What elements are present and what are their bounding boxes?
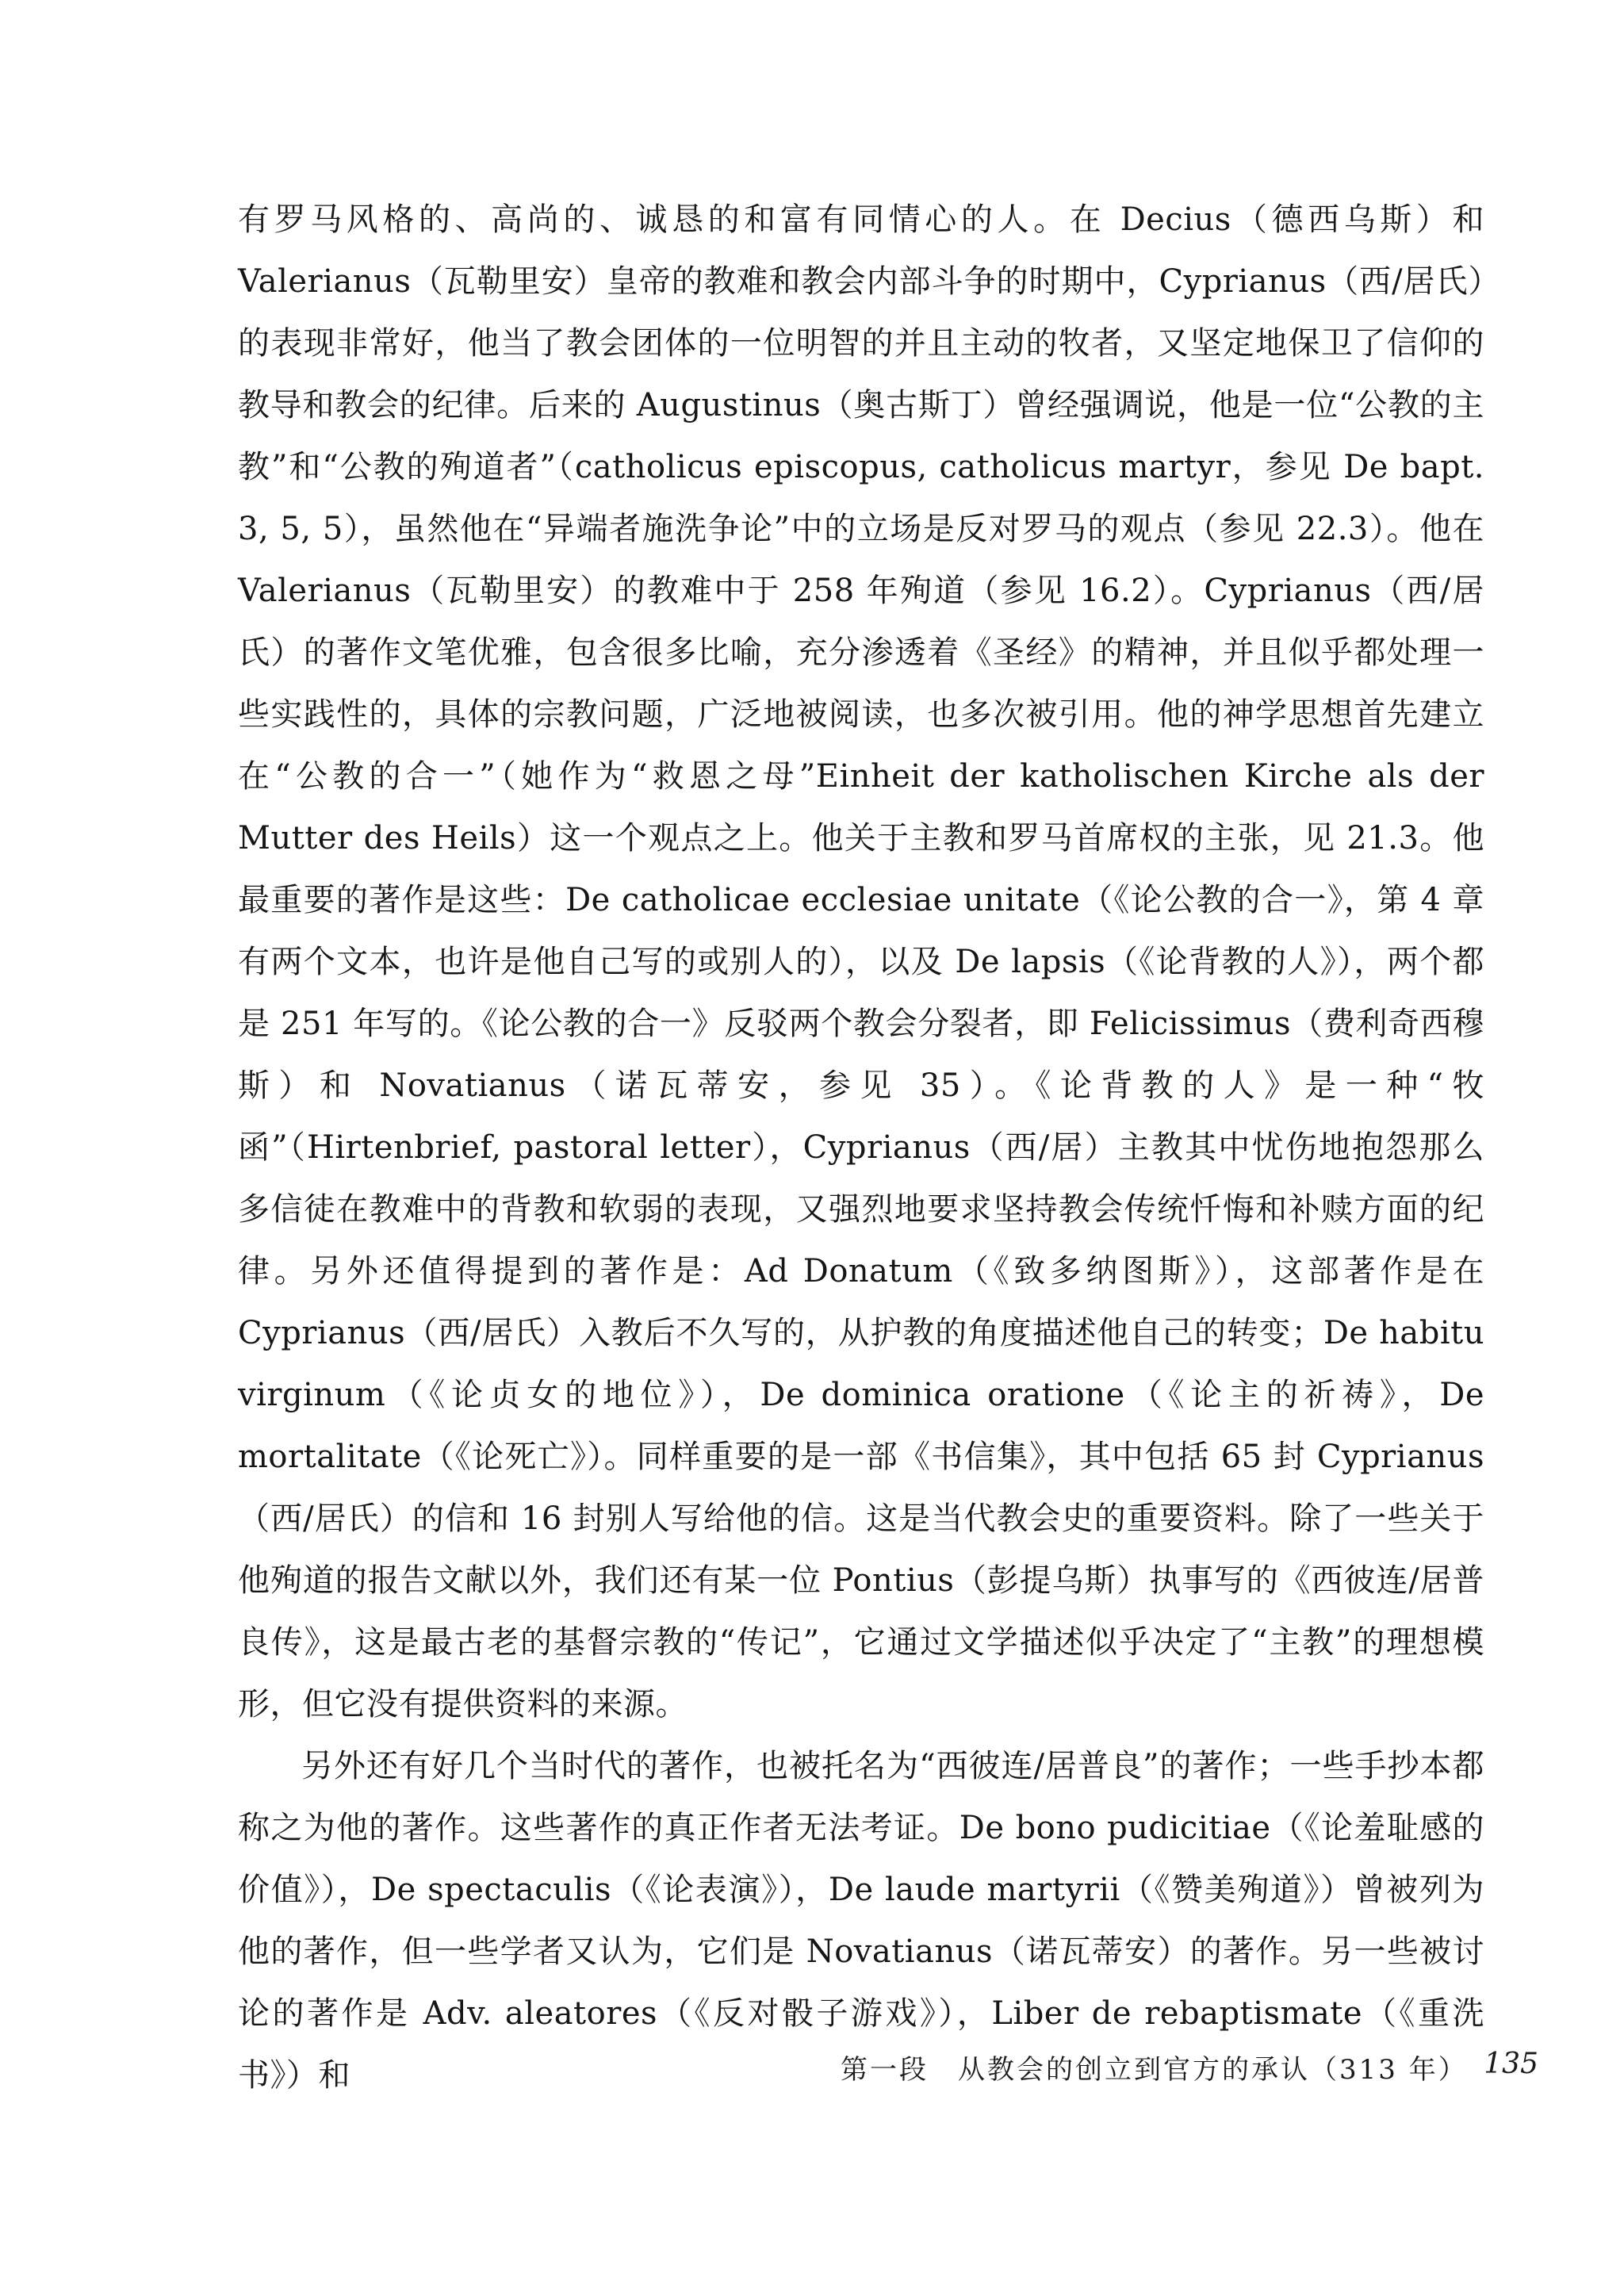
page-footer <box>841 2048 1538 2103</box>
running-footer-title: 第一段 从教会的创立到官方的承认（313 年） <box>841 2054 1468 2086</box>
page-number: 135 <box>1484 2048 1538 2080</box>
paragraph-2: 另外还有好几个当时代的著作，也被托名为“西彼连/居普良”的著作；一些手抄本都称之为他的著作。这些著作的真正作者无法考证。De bono pudicitiae（《论羞耻感的价值》），De spectaculis（《论表演》），De laude martyrii（《赞美殉道》）曾被列为他的著作，但一些学者又认为，它们是 Novatianus（诺瓦蒂安）的著作。另一些被讨论的著作是 Adv. aleatores（《反对骰子游戏》），Liber de rebaptismate（《重洗书》）和 <box>238 1748 1484 2094</box>
body-text <box>238 189 1484 2106</box>
paragraph-1: 有罗马风格的、高尚的、诚恳的和富有同情心的人。在 Decius（德西乌斯）和 Valerianus（瓦勒里安）皇帝的教难和教会内部斗争的时期中，Cyprianus（西/居氏）的表现非常好，他当了教会团体的一位明智的并且主动的牧者，又坚定地保卫了信仰的教导和教会的纪律。后来的 Augustinus（奥古斯丁）曾经强调说，他是一位“公教的主教”和“公教的殉道者”（catholicus episcopus, catholicus martyr，参见 De bapt. 3, 5, 5），虽然他在“异端者施洗争论”中的立场是反对罗马的观点（参见 22.3）。他在 Valerianus（瓦勒里安）的教难中于 258 年殉道（参见 16.2）。Cyprianus（西/居氏）的著作文笔优雅，包含很多比喻，充分渗透着《圣经》的精神，并且似乎都处理一些实践性的，具体的宗教问题，广泛地被阅读，也多次被引用。他的神学思想首先建立在“公教的合一”（她作为“救恩之母”Einheit der katholischen Kirche als der Mutter des Heils）这一个观点之上。他关于主教和罗马首席权的主张，见 21.3。他最重要的著作是这些：De catholicae ecclesiae unitate（《论公教的合一》，第 4 章有两个文本，也许是他自己写的或别人的），以及 De lapsis（《论背教的人》），两个都是 251 年写的。《论公教的合一》反驳两个教会分裂者，即 Felicissimus（费利奇西穆斯）和 Novatianus（诺瓦蒂安，参见 35）。《论背教的人》是一种“牧函”（Hirtenbrief, pastoral letter），Cyprianus（西/居）主教其中忧伤地抱怨那么多信徒在教难中的背教和软弱的表现，又强烈地要求坚持教会传统忏悔和补赎方面的纪律。另外还值得提到的著作是：Ad Donatum（《致多纳图斯》），这部著作是在 Cyprianus（西/居氏）入教后不久写的，从护教的角度描述他自己的转变；De habitu virginum（《论贞女的地位》），De dominica oratione（《论主的祈祷》，De mortalitate（《论死亡》）。同样重要的是一部《书信集》，其中包括 65 封 Cyprianus（西/居氏）的信和 16 封别人写给他的信。这是当代教会史的重要资料。除了一些关于他殉道的报告文献以外，我们还有某一位 Pontius（彭提乌斯）执事写的《西彼连/居普良传》，这是最古老的基督宗教的“传记”，它通过文学描述似乎决定了“主教”的理想模形，但它没有提供资料的来源。 <box>238 201 1484 1723</box>
